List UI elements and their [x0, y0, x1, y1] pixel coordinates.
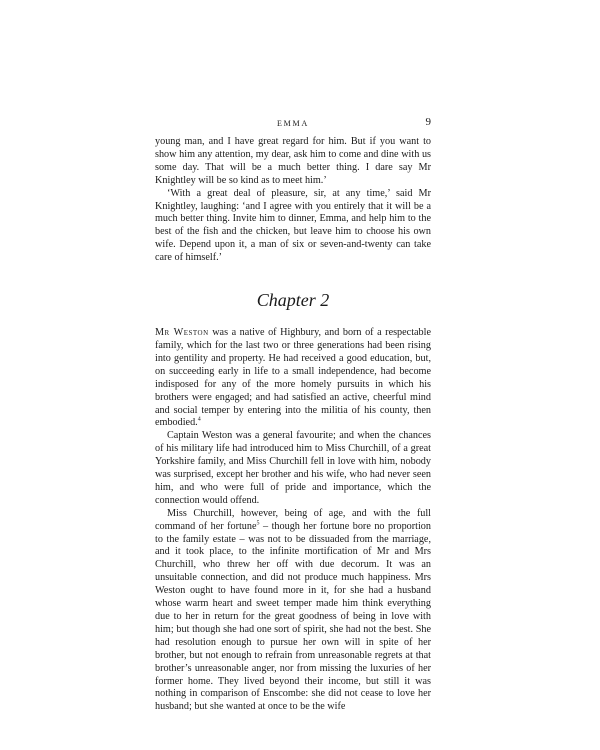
paragraph: ‘With a great deal of pleasure, sir, at any time,’ said Mr Knightley, laughing: ‘and I agree with you entirely that it will be a much better thing. Invite him to dinner, Emma, and help him to the best of the fish and the chicken, but leave him to choose his own wife. Depend upon it, a man of six or seven-and-twenty can take care of himself.’ [155, 187, 431, 264]
chapter-heading: Chapter 2 [256, 290, 330, 311]
paragraph [155, 508, 431, 715]
book-page [155, 116, 431, 714]
opening-text: was a native of Highbury, and born of a respectable family, which for the last two or three generations had been rising into gentility and property. He had received a good education, but, on succeeding early in life to a small independence, had become indisposed for any of the more homely pursuits in which his brothers were engaged; and had satisfied an active, cheerful mind and social temper by entering into the militia of his county, then embodied. [155, 327, 431, 429]
note-reference: 5 [256, 520, 260, 527]
note-reference: 4 [197, 417, 201, 424]
running-title: EMMA [276, 119, 310, 128]
paragraph-rest: – though her fortune bore no proportion to the family estate – was not to be dissuaded from the marriage, and it took place, to the infinite mortification of Mr and Mrs Churchill, who threw her off with due decorum. It was an unsuitable connection, and did not produce much happiness. Mrs Weston ought to have found more in it, for she had a husband whose warm heart and sweet temper made him think everything due to her in return for the great goodness of being in love with him; but though she had one sort of spirit, she had not the best. She had resolution enough to pursue her own will in spite of her brother, but not enough to refrain from unreasonable regrets at that brother’s unreasonable anger, nor from missing the luxuries of her former home. They lived beyond their income, but still it was nothing in comparison of Enscombe: she did not cease to love her husband; but she wanted at once to be the wife [155, 520, 431, 713]
opening-name: Mr Weston [155, 327, 209, 339]
paragraph: Captain Weston was a general favourite; and when the chances of his military life had introduced him to Miss Churchill, of a great Yorkshire family, and Miss Churchill fell in love with him, nobody was surprised, except her brother and his wife, who had never seen him, and who were full of pride and importance, which the connection would offend. [155, 430, 431, 506]
paragraph-start: Miss Churchill, however, being of age, and with the full command of her fortune [155, 507, 431, 532]
page-number: 9 [425, 116, 431, 128]
chapter-opening-paragraph [155, 327, 431, 430]
paragraph: young man, and I have great regard for him. But if you want to show him any attention, my dear, ask him to come and dine with us some day. That will be a much better thing. I dare say Mr Knightley will be so kind as to meet him.’ [155, 136, 431, 186]
running-head [155, 116, 431, 132]
